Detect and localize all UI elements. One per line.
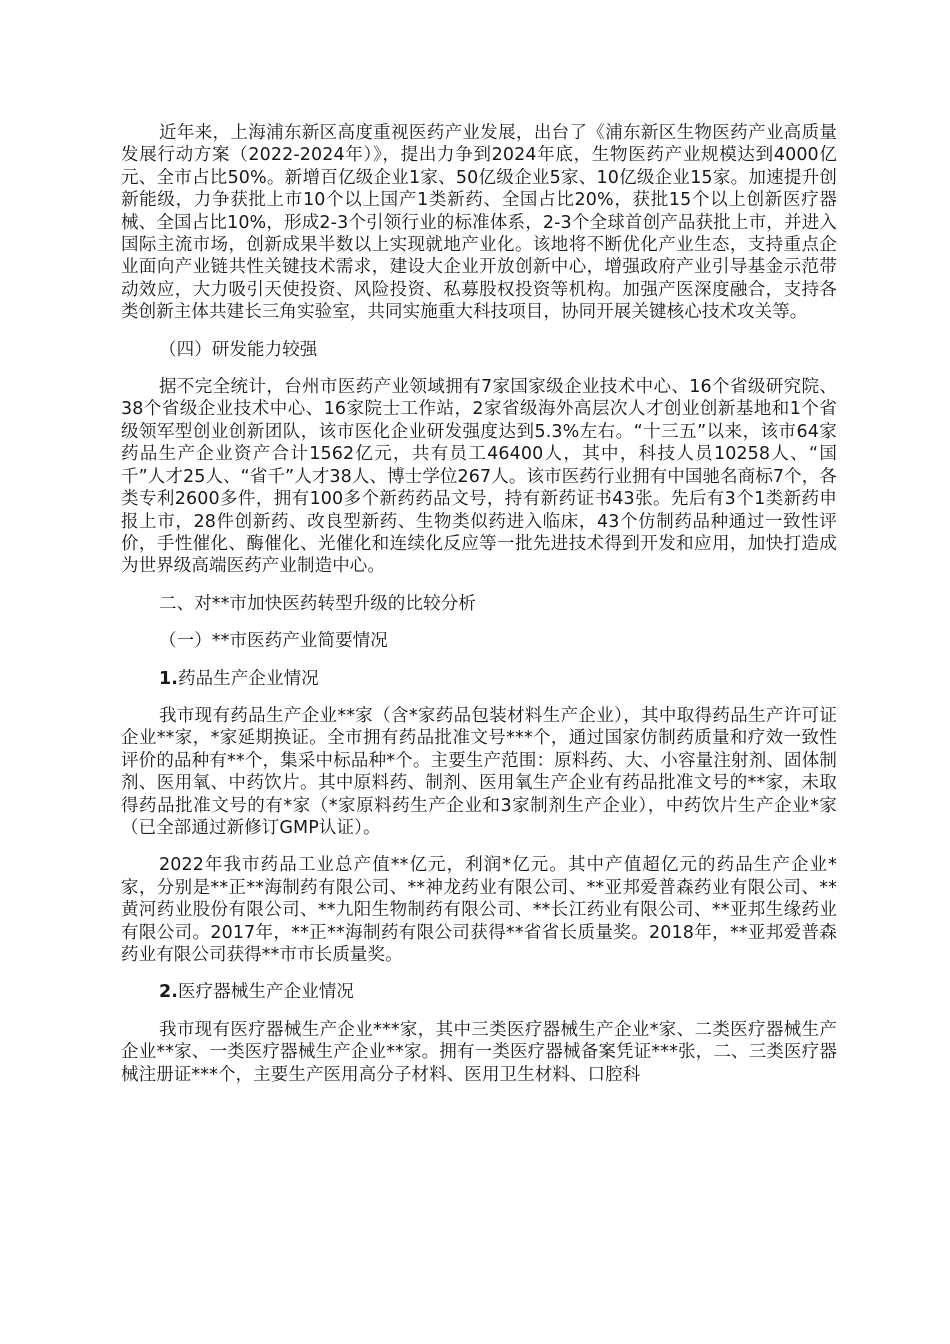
heading-item-1-text: 药品生产企业情况 bbox=[178, 668, 319, 689]
heading-item-2-number: 2. bbox=[159, 982, 179, 1003]
heading-item-2 bbox=[121, 981, 837, 1003]
heading-rd-capability: （四）研发能力较强 bbox=[159, 339, 318, 360]
document-page bbox=[121, 122, 837, 1086]
heading-item-1-number: 1. bbox=[159, 668, 179, 689]
heading-subsection-1: （一）**市医药产业简要情况 bbox=[159, 631, 388, 652]
heading-section-2: 二、对**市加快医药转型升级的比较分析 bbox=[159, 593, 476, 614]
paragraph-drug-output-2022: 2022年我市药品工业总产值**亿元，利润*亿元。其中产值超亿元的药品生产企业*家，分别是**正**海制药有限公司、**神龙药业有限公司、**亚邦爱普森药业有限公司、**黄河药业股份有限公司、**九阳生物制药有限公司、**长江药业有限公司、**亚邦生缘药业有限公司。2017年，**正**海制药有限公司获得**省省长质量奖。2018年，**亚邦爱普森药业有限公司获得**市市长质量奖。 bbox=[121, 855, 837, 965]
paragraph-device-enterprises: 我市现有医疗器械生产企业***家，其中三类医疗器械生产企业*家、二类医疗器械生产企业**家、一类医疗器械生产企业**家。拥有一类医疗器械备案凭证***张，二、三类医疗器械注册证***个，主要生产医用高分子材料、医用卫生材料、口腔科 bbox=[121, 1019, 837, 1085]
heading-item-1 bbox=[121, 668, 837, 690]
heading-item-2-text: 医疗器械生产企业情况 bbox=[178, 982, 355, 1003]
paragraph-taizhou: 据不完全统计，台州市医药产业领域拥有7家国家级企业技术中心、16个省级研究院、38个省级企业技术中心、16家院士工作站，2家省级海外高层次人才创业创新基地和1个省级领军型创业创新团队，该市医化企业研发强度达到5.3%左右。“十三五”以来，该市64家药品生产企业资产合计1562亿元，共有员工46400人，其中，科技人员10258人、“国千”人才25人、“省千”人才38人、博士学位267人。该市医药行业拥有中国驰名商标7个，各类专利2600多件，拥有100多个新药药品文号，持有新药证书43张。先后有3个1类新药申报上市，28件创新药、改良型新药、生物类似药进入临床，43个仿制药品种通过一致性评价，手性催化、酶催化、光催化和连续化反应等一批先进技术得到开发和应用，加快打造成为世界级高端医药产业制造中心。 bbox=[121, 377, 837, 577]
paragraph-pudong: 近年来，上海浦东新区高度重视医药产业发展，出台了《浦东新区生物医药产业高质量发展行动方案（2022-2024年）》，提出力争到2024年底，生物医药产业规模达到4000亿元、全市占比50%。新增百亿级企业1家、50亿级企业5家、10亿级企业15家。加速提升创新能级，力争获批上市10个以上国产1类新药、全国占比20%，获批15个以上创新医疗器械、全国占比10%，形成2-3个引领行业的标准体系，2-3个全球首创产品获批上市，并进入国际主流市场，创新成果半数以上实现就地产业化。该地将不断优化产业生态，支持重点企业面向产业链共性关键技术需求，建设大企业开放创新中心，增强政府产业引导基金示范带动效应，大力吸引天使投资、风险投资、私募股权投资等机构。加强产医深度融合，支持各类创新主体共建长三角实验室，共同实施重大科技项目，协同开展关键核心技术攻关等。 bbox=[121, 123, 837, 323]
paragraph-drug-enterprises: 我市现有药品生产企业**家（含*家药品包装材料生产企业），其中取得药品生产许可证企业**家，*家延期换证。全市拥有药品批准文号***个，通过国家仿制药质量和疗效一致性评价的品种有**个，集采中标品种*个。主要生产范围：原料药、大、小容量注射剂、固体制剂、医用氧、中药饮片。其中原料药、制剂、医用氧生产企业有药品批准文号的**家，未取得药品批准文号的有*家（*家原料药生产企业和3家制剂生产企业），中药饮片生产企业*家（已全部通过新修订GMP认证）。 bbox=[121, 705, 837, 838]
